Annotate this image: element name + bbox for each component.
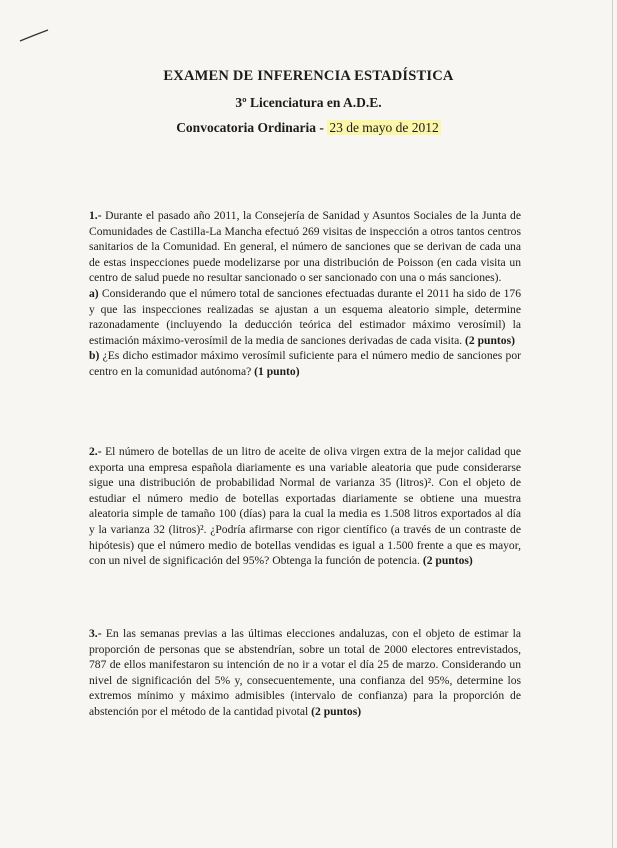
exam-session <box>0 120 617 136</box>
question-3 <box>89 626 521 720</box>
exam-header <box>0 68 617 136</box>
part-b-text: ¿Es dicho estimador máximo verosímil suficiente para el número medio de sanciones por centro en la comunidad autónoma? <box>89 349 521 378</box>
question-1 <box>89 208 521 380</box>
part-a-label: a) <box>89 286 99 300</box>
question-1-intro-text: Durante el pasado año 2011, la Consejería de Sanidad y Asuntos Sociales de la Junta de Comunidades de Castilla-La Mancha efectuó 269 visitas de inspección a otros tantos centros sanitarios de la Comunidad. En general, el número de sanciones que se derivan de cada una de estas inspecciones puede modelizarse por una distribución de Poisson (en cada visita un centro de salud puede no resultar sancionado o ser sancionado con una o más sanciones). <box>89 209 521 285</box>
question-2-number: 2.- <box>89 445 102 458</box>
question-2-text: El número de botellas de un litro de aceite de oliva virgen extra de la mejor calidad que exporta una empresa española diariamente es una variable aleatoria que pude considerarse sigue una distribución de probabilidad Normal de varianza 35 (litros)². Con el objeto de estudiar el número medio de botellas exportadas diariamente se obtiene una muestra aleatoria simple de tamaño 100 (días) para la cual la media es 1.508 litros exportados al día y la varianza 32 (litros)². ¿Podría afirmarse con rigor científico (a través de un contraste de hipótesis) que el número medio de botellas vendidas es igual a 1.500 frente a que es mayor, con un nivel de significación del 95%? Obtenga la función de potencia. <box>89 445 521 568</box>
question-1-intro <box>89 208 521 286</box>
question-3-number: 3.- <box>89 627 102 640</box>
part-a-points: (2 puntos) <box>465 333 515 347</box>
question-1-part-b <box>89 348 521 379</box>
part-b-label: b) <box>89 349 100 363</box>
part-a-text: Considerando que el número total de sanciones efectuadas durante el 2011 ha sido de 176 y que las inspecciones realizadas se ajustan a un esquema aleatorio simple, determine razonadamente (incluyendo la deducción teórica del estimador máximo verosímil) la estimación máximo-verosímil de la media de sanciones derivadas de cada visita. <box>89 286 521 347</box>
question-1-number: 1.- <box>89 209 102 222</box>
question-3-text: En las semanas previas a las últimas elecciones andaluzas, con el objeto de estimar la proporción de personas que se abstendrían, sobre un total de 2000 electores entrevistados, 787 de ellos manifestaron su intención de no ir a votar el día 25 de marzo. Considerando un nivel de significación del 5% y, consecuentemente, una confianza del 95%, determine los extremos mínimo y máximo admisibles (intervalo de confianza) para la proporción de abstención por el método de la cantidad pivotal <box>89 627 521 718</box>
question-1-part-a <box>89 286 521 348</box>
session-date: 23 de mayo de 2012 <box>329 120 439 135</box>
exam-title: EXAMEN DE INFERENCIA ESTADÍSTICA <box>163 68 454 84</box>
question-2-body <box>89 444 521 569</box>
question-3-body <box>89 626 521 720</box>
exam-subtitle: 3º Licenciatura en A.D.E. <box>235 95 382 110</box>
question-2-points: (2 puntos) <box>422 554 473 568</box>
question-2 <box>89 444 521 569</box>
part-b-points: (1 punto) <box>254 364 300 378</box>
session-label: Convocatoria Ordinaria - <box>176 120 328 135</box>
question-3-points: (2 puntos) <box>311 704 362 718</box>
pen-mark <box>18 26 52 44</box>
